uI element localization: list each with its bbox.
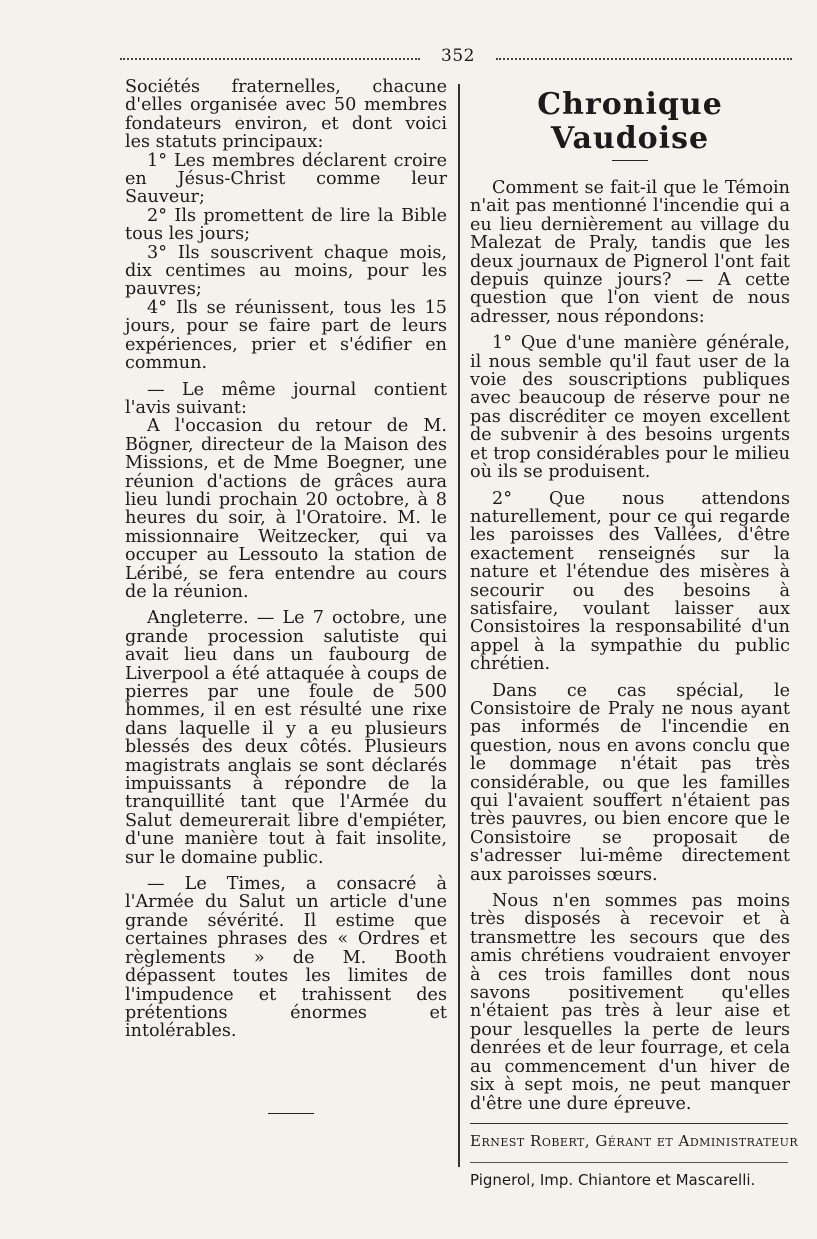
paragraph-boegner: A l'occasion du retour de M. Bögner, directeur de la Maison des Missions, et de Mme Boegner, une réunion d'actions de grâces aura lieu lundi prochain 20 octobre, à 8 heures du soir, à l'Oratoire. M. le missionnaire Weitzecker, qui va occuper au Lessouto la station de Léribé, se fera entendre au cours de la réunion. [125, 416, 447, 602]
right-column [470, 78, 799, 1189]
heading-rule [612, 160, 648, 161]
paragraph-temoin: Comment se fait-il que le Témoin n'ait pas mentionné l'incendie qui a eu lieu dernièrement au village du Malezat de Praly, tandis que les deux journaux de Pignerol l'ont fait depuis quinze jours? — A cette question que l'on vient de nous adresser, nous répondons: [470, 178, 790, 327]
statute-2: 2° Ils promettent de lire la Bible tous les jours; [125, 205, 447, 245]
signature-line: Ernest Robert, Gérant et Administrateur [470, 1131, 799, 1150]
paragraph-secours: Nous n'en sommes pas moins très disposés à recevoir et à transmettre les secours que des amis chrétiens voudraient envoyer à ces trois familles dont nous savons positivement qu'elles n'étaient pas très à leur aise et pour lesquelles la perte de leurs denrées et de leur fourrage, et cela au commencement d'un hiver de six à sept mois, ne peut manquer d'être une dure épreuve. [470, 891, 790, 1114]
statute-1: 1° Les membres déclarent croire en Jésus-Christ comme leur Sauveur; [125, 150, 447, 208]
paragraph-cas-special: Dans ce cas spécial, le Consistoire de Praly ne nous ayant pas informés de l'incendie en question, nous en avons conclu que le dommage n'était pas très considérable, ou que les familles qui l'avaient souffert n'étaient pas très pauvres, ou bien encore que le Consistoire se proposait de s'adresser lui-même directement aux paroisses sœurs. [470, 680, 790, 885]
page-header [120, 46, 792, 68]
statute-4: 4° Ils se réunissent, tous les 15 jours, pour se faire part de leurs expériences, prier et s'édifier en commun. [125, 297, 447, 374]
printer-imprint: Pignerol, Imp. Chiantore et Mascarelli. [470, 1170, 756, 1189]
paragraph-point-2: 2° Que nous attendons naturellement, pour ce qui regarde les paroisses des Vallées, d'être exactement renseignés sur la nature et l'étendue des misères à secourir ou des besoins à satisfaire, voulant laisser aux Consistoires la responsabilité d'un appel à la sympathie du public chrétien. [470, 488, 790, 675]
column-divider [458, 84, 460, 1167]
signature-rule [470, 1123, 788, 1124]
paragraph-point-1: 1° Que d'une manière générale, il nous semble qu'il faut user de la voie des souscriptions publiques avec beaucoup de réserve pour ne pas discréditer ce moyen excellent de subvenir à des besoins urgents et trop considérables pour le milieu où ils se produisent. [470, 333, 790, 483]
paragraph-societes: Sociétés fraternelles, chacune d'elles organisée avec 50 membres fondateurs environ, et dont voici les statuts principaux: [125, 77, 447, 153]
printer-rule [470, 1162, 788, 1163]
page-number: 352 [441, 46, 475, 66]
paragraph-times: — Le Times, a consacré à l'Armée du Salut un article d'une grande sévérité. Il estime que certaines phrases des « Ordres et règlements » de M. Booth dépassent toutes les limites de l'impudence et trahissent des prétentions énormes et intolérables. [125, 874, 447, 1042]
header-ornament-right [496, 58, 792, 62]
paragraph-avis: — Le même journal contient l'avis suivant: [125, 379, 447, 418]
end-of-column-rule [268, 1113, 314, 1114]
statute-3: 3° Ils souscrivent chaque mois, dix centimes au moins, pour les pauvres; [125, 242, 447, 300]
section-heading: Chronique Vaudoise [537, 87, 723, 156]
header-ornament-left [120, 58, 420, 62]
paragraph-angleterre: Angleterre. — Le 7 octobre, une grande procession salutiste qui avait lieu dans un faubourg de Liverpool a été attaquée à coups de pierres par une foule de 500 hommes, il en est résulté une rixe dans laquelle il y a eu plusieurs blessés des deux côtés. Plusieurs magistrats anglais se sont déclarés impuissants à répondre de la tranquillité tant que l'Armée du Salut demeurerait libre d'empiéter, d'une manière tout à fait insolite, sur le domaine public. [125, 608, 447, 868]
left-column [125, 78, 447, 1049]
